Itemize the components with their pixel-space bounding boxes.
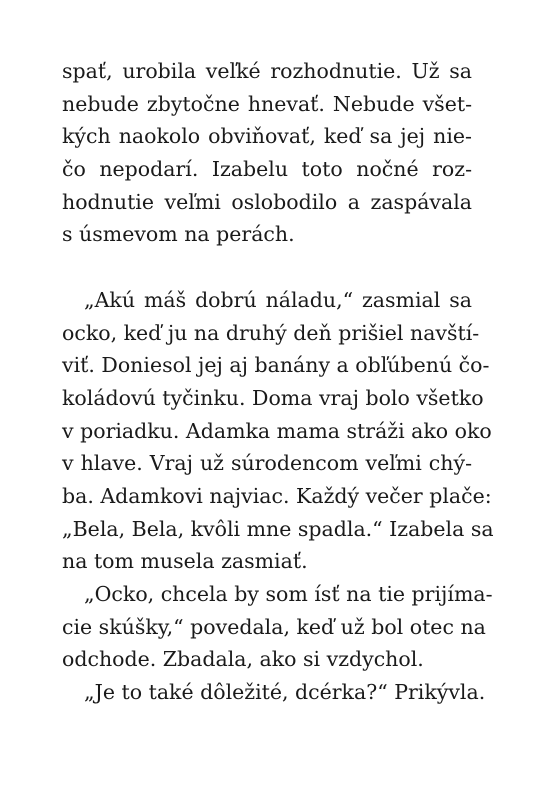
paragraph-3 (62, 578, 493, 676)
text-line: nebude zbytočne hnevať. Nebude všet- (62, 91, 472, 116)
text-line: „Ocko, chcela by som ísť na tie prijíma- (84, 582, 493, 606)
text-line: spať, urobila veľké rozhodnutie. Už sa (62, 59, 472, 83)
book-page (62, 55, 494, 709)
paragraph-1 (62, 55, 472, 251)
text-line: „Bela, Bela, kvôli mne spadla.“ Izabela sa (62, 516, 494, 541)
section-break (62, 251, 472, 284)
text-line: viť. Doniesol jej aj banány a obľúbenú čo- (62, 353, 490, 378)
text-line: v hlave. Vraj už súrodencom veľmi chý- (62, 451, 472, 476)
text-line: odchode. Zbadala, ako si vzdychol. (62, 647, 424, 672)
text-line: hodnutie veľmi oslobodilo a zaspávala (62, 189, 472, 214)
text-line: cie skúšky,“ povedala, keď už bol otec na (62, 614, 486, 639)
text-line: na tom musela zasmiať. (62, 549, 308, 574)
text-line: čo nepodarí. Izabelu toto nočné roz- (62, 157, 472, 182)
text-line: „Akú máš dobrú náladu,“ zasmial sa (84, 287, 472, 312)
text-line: ocko, keď ju na druhý deň prišiel navští- (62, 320, 480, 345)
text-line: s úsmevom na perách. (62, 222, 295, 247)
text-line: kých naokolo obviňovať, keď sa jej nie- (62, 124, 472, 149)
text-line: v poriadku. Adamka mama stráži ako oko (62, 418, 492, 443)
text-line: ba. Adamkovi najviac. Každý večer plače: (62, 483, 492, 508)
paragraph-2 (62, 284, 494, 578)
text-line: koládovú tyčinku. Doma vraj bolo všetko (62, 385, 484, 410)
text-line: „Je to také dôležité, dcérka?“ Prikývla. (84, 680, 486, 705)
paragraph-4 (62, 676, 486, 709)
